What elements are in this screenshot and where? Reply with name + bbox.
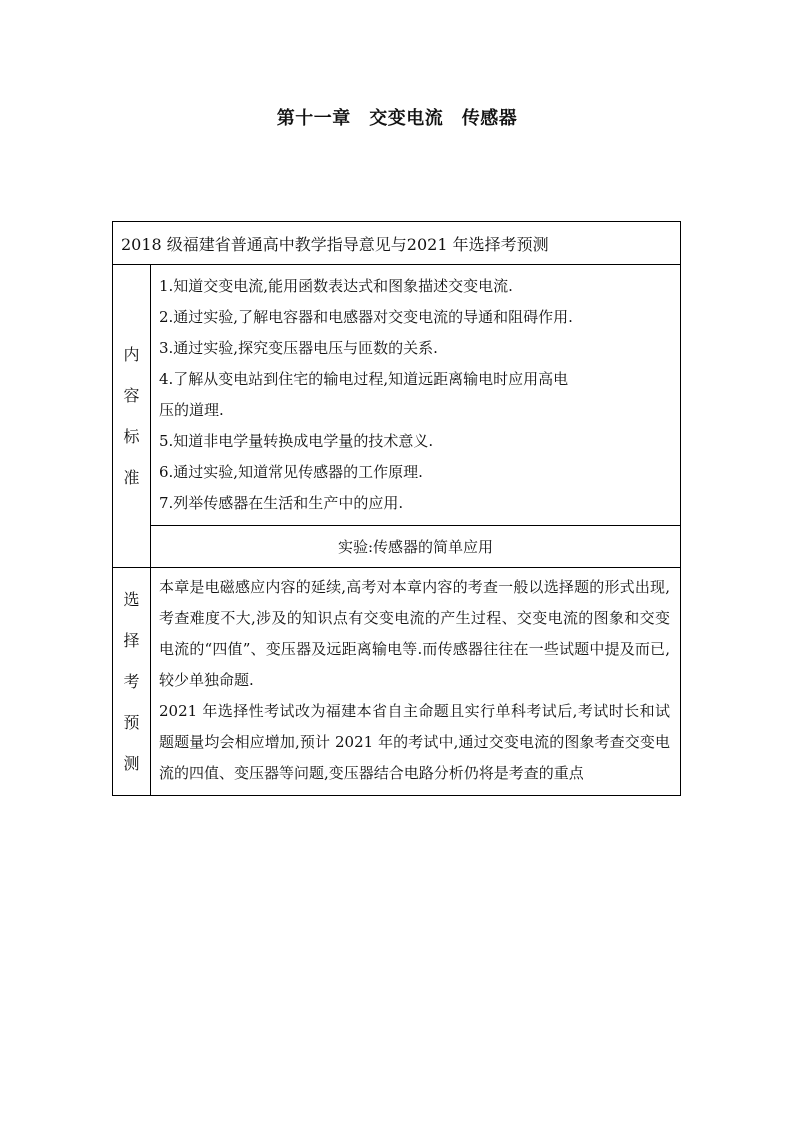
label-char: 容 [123,386,140,405]
prediction-label [113,568,151,796]
standard-item-continuation: 压的道理. [159,401,224,419]
standard-item: 5.知道非电学量转换成电学量的技术意义. [159,432,434,450]
label-char: 选 [123,590,140,609]
label-char: 考 [123,672,140,691]
table-header-row [113,222,681,265]
content-standard-row [113,265,681,526]
label-char: 测 [123,754,140,773]
standard-item: 7.列举传感器在生活和生产中的应用. [159,494,404,512]
prediction-paragraph-1: 本章是电磁感应内容的延续,高考对本章内容的考查一般以选择题的形式出现,考查难度不大,涉及的知识点有交变电流的产生过程、交变电流的图象和交变电流的“四值”、变压器及远距离输电等.而传感器往往在一些试题中提及而已,较少单独命题. [159,578,670,689]
standard-item: 2.通过实验,了解电容器和电感器对交变电流的导通和阻碍作用. [159,308,573,326]
experiment-label: 实验:传感器的简单应用 [151,526,681,568]
label-char: 准 [123,468,140,487]
table-header: 2018 级福建省普通高中教学指导意见与2021 年选择考预测 [113,222,681,265]
content-standard-list [151,265,681,526]
standard-item: 6.通过实验,知道常见传感器的工作原理. [159,463,423,481]
label-char: 择 [123,631,140,650]
experiment-row [113,526,681,568]
guidance-table [112,221,681,796]
label-char: 预 [123,713,140,732]
content-standard-label [113,265,151,568]
prediction-paragraph-2: 2021 年选择性考试改为福建本省自主命题且实行单科考试后,考试时长和试题题量均会相应增加,预计 2021 年的考试中,通过交变电流的图象考查交变电流的四值、变压器等问题,变压器结合电路分析仍将是考查的重点 [159,702,670,782]
standard-item: 1.知道交变电流,能用函数表达式和图象描述交变电流. [159,277,513,295]
prediction-row [113,568,681,796]
prediction-text [151,568,681,796]
label-char: 标 [123,427,140,446]
standard-item: 4.了解从变电站到住宅的输电过程,知道远距离输电时应用高电 [159,370,569,388]
chapter-title: 第十一章 交变电流 传感器 [276,108,518,129]
standard-item: 3.通过实验,探究变压器电压与匝数的关系. [159,339,438,357]
label-char: 内 [123,345,140,364]
